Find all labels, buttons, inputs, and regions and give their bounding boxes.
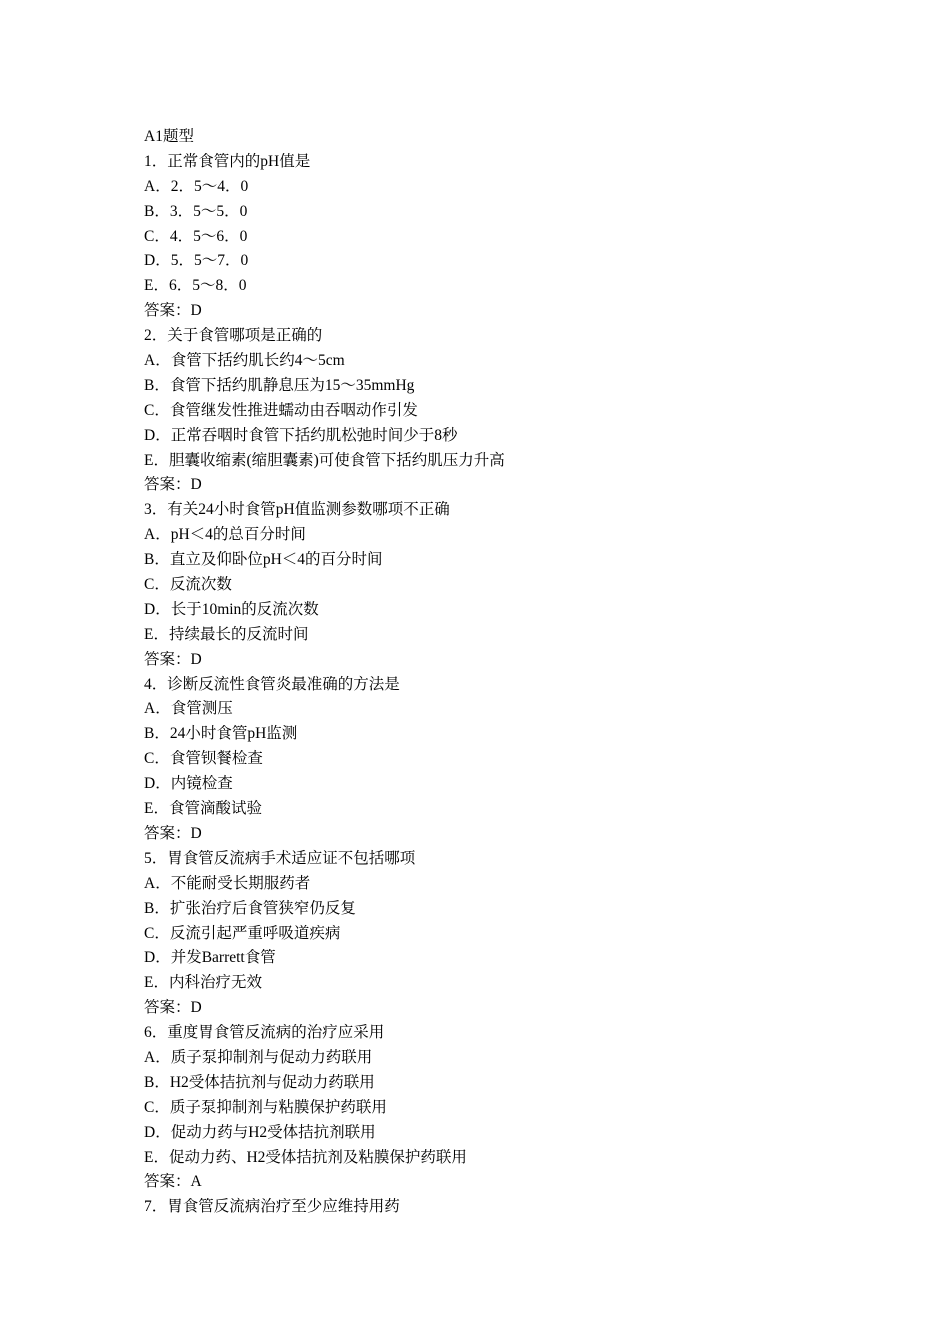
option-d: D．促动力药与H2受体拮抗剂联用 xyxy=(144,1123,376,1141)
option-c: C．食管钡餐检查 xyxy=(144,750,263,768)
answer: 答案：D xyxy=(144,302,202,320)
option-e: E．内科治疗无效 xyxy=(144,974,262,992)
question-stem: 3．有关24小时食管pH值监测参数哪项不正确 xyxy=(144,501,450,519)
option-e: E．胆囊收缩素(缩胆囊素)可使食管下括约肌压力升高 xyxy=(144,451,505,469)
option-d: D．并发Barrett食管 xyxy=(144,949,276,967)
option-d: D．内镜检查 xyxy=(144,775,233,793)
option-a: A．pH＜4的总百分时间 xyxy=(144,526,306,544)
option-c: C．食管继发性推进蠕动由吞咽动作引发 xyxy=(144,401,418,419)
option-c: C．反流引起严重呼吸道疾病 xyxy=(144,924,341,942)
option-b: B．直立及仰卧位pH＜4的百分时间 xyxy=(144,551,383,569)
option-d: D．长于10min的反流次数 xyxy=(144,600,319,618)
option-e: E．持续最长的反流时间 xyxy=(144,625,309,643)
answer: 答案：A xyxy=(144,1173,202,1191)
answer: 答案：D xyxy=(144,476,202,494)
question-stem: 1．正常食管内的pH值是 xyxy=(144,152,311,170)
section-title: A1题型 xyxy=(144,128,194,145)
answer: 答案：D xyxy=(144,650,202,668)
question-stem: 2．关于食管哪项是正确的 xyxy=(144,327,323,345)
option-b: B．食管下括约肌静息压为15～35mmHg xyxy=(144,376,415,394)
option-a: A．2．5～4．0 xyxy=(144,177,249,195)
option-e: E．促动力药、H2受体拮抗剂及粘膜保护药联用 xyxy=(144,1148,467,1166)
option-a: A．不能耐受长期服药者 xyxy=(144,874,311,892)
option-c: C．反流次数 xyxy=(144,576,232,594)
question-stem: 5．胃食管反流病手术适应证不包括哪项 xyxy=(144,849,416,867)
answer: 答案：D xyxy=(144,999,202,1017)
option-e: E．食管滴酸试验 xyxy=(144,800,262,818)
question-list xyxy=(144,125,844,1220)
option-b: B．3．5～5．0 xyxy=(144,202,248,220)
option-d: D．正常吞咽时食管下括约肌松弛时间少于8秒 xyxy=(144,426,458,444)
option-e: E．6．5～8．0 xyxy=(144,277,247,295)
question-stem: 7．胃食管反流病治疗至少应维持用药 xyxy=(144,1198,400,1216)
option-b: B．扩张治疗后食管狭窄仍反复 xyxy=(144,899,356,917)
option-c: C．质子泵抑制剂与粘膜保护药联用 xyxy=(144,1098,387,1116)
option-a: A．食管测压 xyxy=(144,700,233,718)
option-b: B．24小时食管pH监测 xyxy=(144,725,298,743)
option-d: D．5．5～7．0 xyxy=(144,252,249,270)
option-c: C．4．5～6．0 xyxy=(144,227,248,245)
option-a: A．食管下括约肌长约4～5cm xyxy=(144,352,345,370)
question-stem: 4．诊断反流性食管炎最准确的方法是 xyxy=(144,675,400,693)
option-b: B．H2受体拮抗剂与促动力药联用 xyxy=(144,1073,375,1091)
question-stem: 6．重度胃食管反流病的治疗应采用 xyxy=(144,1024,385,1042)
answer: 答案：D xyxy=(144,824,202,842)
option-a: A．质子泵抑制剂与促动力药联用 xyxy=(144,1048,373,1066)
